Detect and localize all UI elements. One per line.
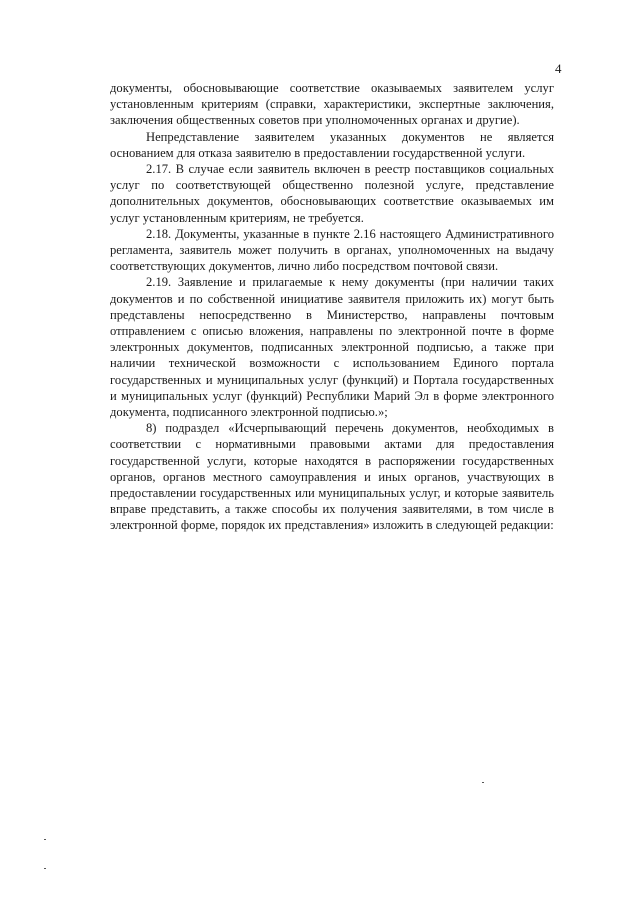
paragraph-item-8: 8) подраздел «Исчерпывающий перечень документов, необходимых в соответствии с нормативными правовыми актами для предоставления государственной услуги, которые находятся в распоряжении государственных органов, органов местного самоуправления и иных органов, участвующих в предоставлении государственных или муниципальных услуг, и которые заявитель вправе представить, а также способы их получения заявителями, в том числе в электронной форме, порядок их представления» изложить в следующей редакции: xyxy=(110,421,554,533)
scan-speck xyxy=(44,868,46,869)
paragraph-non-submission: Непредставление заявителем указанных документов не является основанием для отказа заявителю в предоставлении государственной услуги. xyxy=(110,129,554,160)
scan-speck xyxy=(44,839,46,840)
paragraph-documents-list: документы, обосновывающие соответствие оказываемых заявителем услуг установленным критериям (справки, характеристики, экспертные заключения, заключения общественных советов при уполномоченных органах и другие). xyxy=(110,81,554,128)
paragraph-2-17: 2.17. В случае если заявитель включен в реестр поставщиков социальных услуг по соответствующей общественно полезной услуге, представление дополнительных документов, обосновывающих соответствие оказываемых им услуг установленным критериям, не требуется. xyxy=(110,162,554,225)
scan-speck xyxy=(482,782,484,783)
paragraph-2-18: 2.18. Документы, указанные в пункте 2.16 настоящего Административного регламента, заявитель может получить в органах, уполномоченных на выдачу соответствующих документов, лично либо посредством почтовой связи. xyxy=(110,226,554,274)
page-number: 4 xyxy=(555,61,562,76)
paragraph-2-19: 2.19. Заявление и прилагаемые к нему документы (при наличии таких документов и по собственной инициативе заявителя приложить их) могут быть представлены непосредственно в Министерство, направлены почтовым отправлением с описью вложения, направлены по электронной почте в форме электронных документов, подписанных электронной подписью, а также при наличии технической возможности с использованием Единого портала государственных и муниципальных услуг (функций) и Портала государственных и муниципальных услуг (функций) Республики Марий Эл в форме электронного документа, подписанного электронной подписью.»; xyxy=(110,275,554,420)
document-body xyxy=(110,80,554,534)
